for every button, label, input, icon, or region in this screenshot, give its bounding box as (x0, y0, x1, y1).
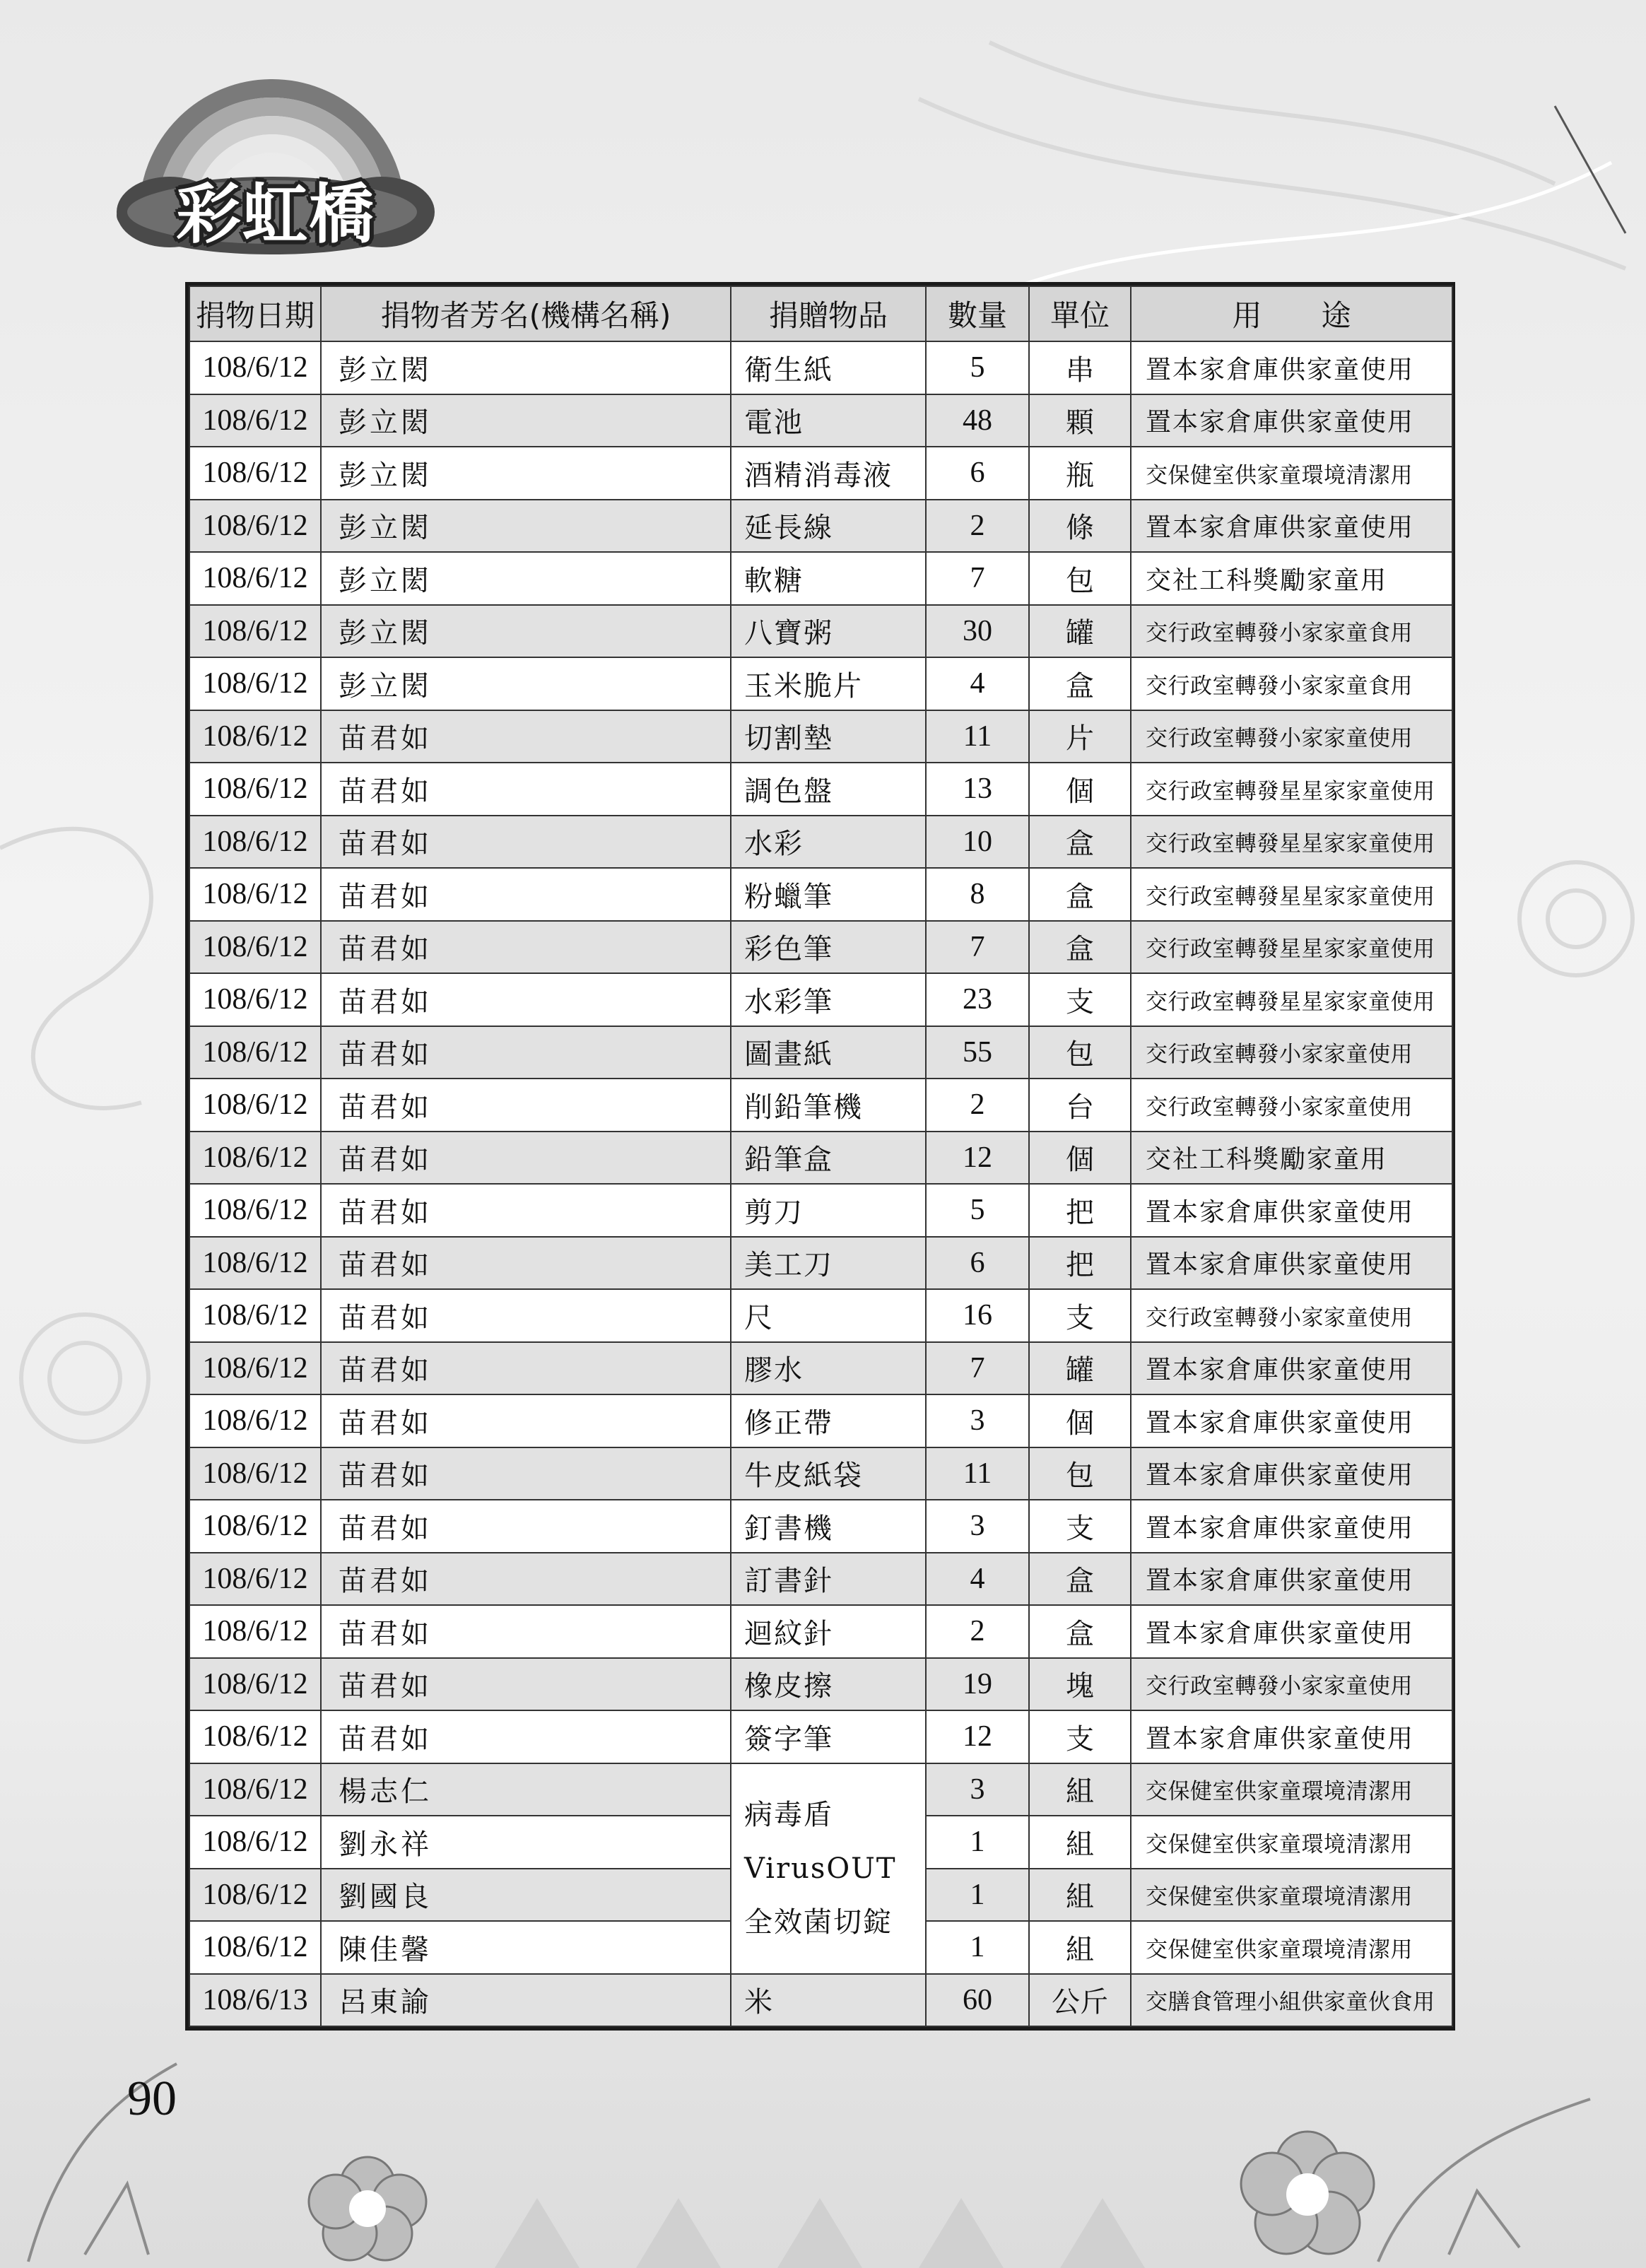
table-row (189, 1394, 1452, 1447)
cell-use: 交社工科獎勵家童用 (1131, 1132, 1452, 1185)
cell-item: 延長線 (731, 500, 926, 553)
header-unit: 單位 (1029, 286, 1131, 341)
cell-unit: 組 (1029, 1921, 1131, 1974)
cell-item: 玉米脆片 (731, 657, 926, 710)
cell-qty: 6 (926, 1237, 1029, 1290)
cell-donor: 楊志仁 (321, 1763, 731, 1816)
cell-unit: 罐 (1029, 605, 1131, 658)
table-row (189, 341, 1452, 394)
cell-use: 置本家倉庫供家童使用 (1131, 394, 1452, 447)
cell-qty: 7 (926, 921, 1029, 974)
cell-qty: 60 (926, 1974, 1029, 2027)
cell-unit: 組 (1029, 1816, 1131, 1869)
cell-date: 108/6/12 (189, 1553, 321, 1606)
cell-item: 水彩筆 (731, 973, 926, 1026)
cell-qty: 10 (926, 816, 1029, 869)
cell-qty: 7 (926, 1342, 1029, 1395)
cell-use: 交行政室轉發小家家童使用 (1131, 1289, 1452, 1342)
cell-unit: 顆 (1029, 394, 1131, 447)
cell-donor: 苗君如 (321, 1289, 731, 1342)
table-header-row (189, 286, 1452, 341)
cell-use: 置本家倉庫供家童使用 (1131, 1553, 1452, 1606)
table-row (189, 1289, 1452, 1342)
cell-qty: 1 (926, 1921, 1029, 1974)
cell-qty: 2 (926, 1605, 1029, 1658)
cell-unit: 盒 (1029, 1553, 1131, 1606)
cell-qty: 55 (926, 1026, 1029, 1079)
cell-qty: 1 (926, 1869, 1029, 1922)
cell-item: 削鉛筆機 (731, 1079, 926, 1132)
cell-qty: 16 (926, 1289, 1029, 1342)
cell-use: 置本家倉庫供家童使用 (1131, 1237, 1452, 1290)
cell-item: 簽字筆 (731, 1710, 926, 1763)
cell-qty: 3 (926, 1394, 1029, 1447)
table-row (189, 1184, 1452, 1237)
cell-donor: 苗君如 (321, 1132, 731, 1185)
header-qty: 數量 (926, 286, 1029, 341)
cell-donor: 苗君如 (321, 1394, 731, 1447)
rainbow-bridge-logo (106, 71, 438, 262)
cell-unit: 條 (1029, 500, 1131, 553)
cell-qty: 12 (926, 1132, 1029, 1185)
cell-unit: 盒 (1029, 657, 1131, 710)
cell-unit: 片 (1029, 710, 1131, 763)
table-row (189, 921, 1452, 974)
cell-item: 軟糖 (731, 552, 926, 605)
cell-item: 膠水 (731, 1342, 926, 1395)
cell-donor: 苗君如 (321, 1026, 731, 1079)
table-row (189, 1974, 1452, 2027)
cell-date: 108/6/12 (189, 1763, 321, 1816)
cell-date: 108/6/12 (189, 1342, 321, 1395)
cell-item: 尺 (731, 1289, 926, 1342)
cell-item-merged (731, 1763, 926, 1974)
cell-unit: 盒 (1029, 1605, 1131, 1658)
cell-unit: 支 (1029, 1289, 1131, 1342)
cell-unit: 盒 (1029, 868, 1131, 921)
cell-date: 108/6/12 (189, 710, 321, 763)
cell-unit: 把 (1029, 1184, 1131, 1237)
cell-use: 置本家倉庫供家童使用 (1131, 1342, 1452, 1395)
cell-qty: 19 (926, 1658, 1029, 1711)
cell-use: 交行政室轉發星星家家童使用 (1131, 763, 1452, 816)
cell-donor: 苗君如 (321, 1184, 731, 1237)
cell-unit: 盒 (1029, 816, 1131, 869)
cell-use: 交社工科獎勵家童用 (1131, 552, 1452, 605)
cell-date: 108/6/12 (189, 1237, 321, 1290)
cell-donor: 苗君如 (321, 921, 731, 974)
cell-qty: 11 (926, 1447, 1029, 1500)
cell-donor: 苗君如 (321, 1079, 731, 1132)
cell-date: 108/6/12 (189, 500, 321, 553)
cell-donor: 苗君如 (321, 1447, 731, 1500)
cell-use: 交行政室轉發星星家家童使用 (1131, 868, 1452, 921)
header-item: 捐贈物品 (731, 286, 926, 341)
cell-use: 置本家倉庫供家童使用 (1131, 500, 1452, 553)
cell-use: 交行政室轉發小家家童使用 (1131, 1026, 1452, 1079)
cell-date: 108/6/12 (189, 1605, 321, 1658)
cell-date: 108/6/12 (189, 1026, 321, 1079)
cell-use: 置本家倉庫供家童使用 (1131, 1605, 1452, 1658)
cell-donor: 苗君如 (321, 1710, 731, 1763)
header-date: 捐物日期 (189, 286, 321, 341)
cell-donor: 呂東諭 (321, 1974, 731, 2027)
cell-donor: 苗君如 (321, 1553, 731, 1606)
cell-date: 108/6/12 (189, 1132, 321, 1185)
cell-use: 置本家倉庫供家童使用 (1131, 1447, 1452, 1500)
table-row (189, 1237, 1452, 1290)
cell-date: 108/6/12 (189, 1710, 321, 1763)
cell-unit: 個 (1029, 763, 1131, 816)
cell-unit: 組 (1029, 1869, 1131, 1922)
cell-date: 108/6/12 (189, 394, 321, 447)
cell-use: 交行政室轉發星星家家童使用 (1131, 921, 1452, 974)
cell-use: 置本家倉庫供家童使用 (1131, 1184, 1452, 1237)
cell-use: 置本家倉庫供家童使用 (1131, 1394, 1452, 1447)
cell-donor: 苗君如 (321, 973, 731, 1026)
cell-item: 鉛筆盒 (731, 1132, 926, 1185)
cell-date: 108/6/12 (189, 1869, 321, 1922)
header-donor: 捐物者芳名(機構名稱) (321, 286, 731, 341)
cell-unit: 罐 (1029, 1342, 1131, 1395)
cell-donor: 苗君如 (321, 868, 731, 921)
cell-use: 置本家倉庫供家童使用 (1131, 341, 1452, 394)
cell-unit: 串 (1029, 341, 1131, 394)
cell-donor: 彭立閎 (321, 447, 731, 500)
cell-item: 酒精消毒液 (731, 447, 926, 500)
cell-donor: 苗君如 (321, 1342, 731, 1395)
cell-use: 交行政室轉發小家家童使用 (1131, 710, 1452, 763)
cell-donor: 苗君如 (321, 1237, 731, 1290)
table-row (189, 1132, 1452, 1185)
cell-date: 108/6/12 (189, 973, 321, 1026)
cell-qty: 23 (926, 973, 1029, 1026)
cell-date: 108/6/12 (189, 1447, 321, 1500)
cell-donor: 彭立閎 (321, 341, 731, 394)
donation-table (185, 282, 1455, 2031)
cell-date: 108/6/12 (189, 921, 321, 974)
cell-qty: 2 (926, 1079, 1029, 1132)
cell-date: 108/6/12 (189, 868, 321, 921)
cell-donor: 苗君如 (321, 710, 731, 763)
cell-unit: 包 (1029, 1026, 1131, 1079)
cell-date: 108/6/12 (189, 1500, 321, 1553)
cell-use: 交保健室供家童環境清潔用 (1131, 447, 1452, 500)
cell-date: 108/6/12 (189, 657, 321, 710)
cell-use: 交行政室轉發小家家童食用 (1131, 605, 1452, 658)
table-row (189, 1710, 1452, 1763)
cell-qty: 5 (926, 1184, 1029, 1237)
cell-qty: 2 (926, 500, 1029, 553)
cell-date: 108/6/12 (189, 605, 321, 658)
cell-item: 彩色筆 (731, 921, 926, 974)
cell-unit: 個 (1029, 1394, 1131, 1447)
cell-donor: 苗君如 (321, 1658, 731, 1711)
cell-item: 剪刀 (731, 1184, 926, 1237)
cell-donor: 劉國良 (321, 1869, 731, 1922)
cell-donor: 劉永祥 (321, 1816, 731, 1869)
cell-donor: 彭立閎 (321, 500, 731, 553)
cell-use: 交行政室轉發星星家家童使用 (1131, 973, 1452, 1026)
table-row (189, 816, 1452, 869)
cell-donor: 苗君如 (321, 763, 731, 816)
cell-unit: 包 (1029, 552, 1131, 605)
cell-item: 修正帶 (731, 1394, 926, 1447)
cell-date: 108/6/12 (189, 816, 321, 869)
cell-qty: 1 (926, 1816, 1029, 1869)
cell-unit: 塊 (1029, 1658, 1131, 1711)
cell-use: 交行政室轉發小家家童食用 (1131, 657, 1452, 710)
cell-unit: 盒 (1029, 921, 1131, 974)
table-row (189, 500, 1452, 553)
table-row (189, 605, 1452, 658)
cell-donor: 苗君如 (321, 1500, 731, 1553)
cell-use: 置本家倉庫供家童使用 (1131, 1500, 1452, 1553)
cell-use: 交保健室供家童環境清潔用 (1131, 1816, 1452, 1869)
cell-use: 交保健室供家童環境清潔用 (1131, 1921, 1452, 1974)
table-row (189, 1079, 1452, 1132)
cell-donor: 彭立閎 (321, 394, 731, 447)
cell-donor: 彭立閎 (321, 657, 731, 710)
cell-use: 交保健室供家童環境清潔用 (1131, 1763, 1452, 1816)
cell-qty: 6 (926, 447, 1029, 500)
cell-item: 水彩 (731, 816, 926, 869)
table-row (189, 1605, 1452, 1658)
cell-donor: 苗君如 (321, 816, 731, 869)
table-row (189, 1500, 1452, 1553)
cell-use: 交保健室供家童環境清潔用 (1131, 1869, 1452, 1922)
cell-donor: 苗君如 (321, 1605, 731, 1658)
cell-date: 108/6/12 (189, 1184, 321, 1237)
cell-unit: 個 (1029, 1132, 1131, 1185)
table-row (189, 1658, 1452, 1711)
cell-qty: 5 (926, 341, 1029, 394)
cell-item: 美工刀 (731, 1237, 926, 1290)
cell-date: 108/6/13 (189, 1974, 321, 2027)
table-row (189, 394, 1452, 447)
cell-use: 置本家倉庫供家童使用 (1131, 1710, 1452, 1763)
cell-item: 釘書機 (731, 1500, 926, 1553)
cell-donor: 彭立閎 (321, 552, 731, 605)
cell-date: 108/6/12 (189, 763, 321, 816)
cell-qty: 13 (926, 763, 1029, 816)
cell-date: 108/6/12 (189, 1079, 321, 1132)
cell-unit: 支 (1029, 1500, 1131, 1553)
floral-decoration (0, 2021, 1646, 2268)
merged-item-line: 病毒盾 (744, 1798, 833, 1831)
cell-unit: 把 (1029, 1237, 1131, 1290)
cell-item: 迴紋針 (731, 1605, 926, 1658)
cell-qty: 4 (926, 657, 1029, 710)
cell-unit: 台 (1029, 1079, 1131, 1132)
cell-qty: 4 (926, 1553, 1029, 1606)
cell-date: 108/6/12 (189, 341, 321, 394)
cell-unit: 瓶 (1029, 447, 1131, 500)
cell-item: 調色盤 (731, 763, 926, 816)
cell-qty: 48 (926, 394, 1029, 447)
cell-item: 衛生紙 (731, 341, 926, 394)
cell-date: 108/6/12 (189, 447, 321, 500)
table-row (189, 552, 1452, 605)
table-row (189, 1026, 1452, 1079)
table-row (189, 1763, 1452, 1816)
cell-date: 108/6/12 (189, 1289, 321, 1342)
cell-qty: 8 (926, 868, 1029, 921)
cell-item: 電池 (731, 394, 926, 447)
table-row (189, 973, 1452, 1026)
cell-date: 108/6/12 (189, 1658, 321, 1711)
cell-use: 交行政室轉發小家家童使用 (1131, 1658, 1452, 1711)
cell-unit: 組 (1029, 1763, 1131, 1816)
table-row (189, 657, 1452, 710)
cell-unit: 包 (1029, 1447, 1131, 1500)
cell-date: 108/6/12 (189, 1394, 321, 1447)
cell-use: 交膳食管理小組供家童伙食用 (1131, 1974, 1452, 2027)
cell-date: 108/6/12 (189, 1921, 321, 1974)
table-row (189, 763, 1452, 816)
cell-date: 108/6/12 (189, 552, 321, 605)
table-row (189, 1447, 1452, 1500)
cell-item: 粉蠟筆 (731, 868, 926, 921)
cell-item: 圖畫紙 (731, 1026, 926, 1079)
cell-unit: 公斤 (1029, 1974, 1131, 2027)
merged-item-line: 全效菌切錠 (744, 1905, 893, 1939)
cell-donor: 陳佳馨 (321, 1921, 731, 1974)
cell-date: 108/6/12 (189, 1816, 321, 1869)
cell-item: 米 (731, 1974, 926, 2027)
cell-unit: 支 (1029, 973, 1131, 1026)
cell-item: 八寶粥 (731, 605, 926, 658)
cell-use: 交行政室轉發星星家家童使用 (1131, 816, 1452, 869)
cell-qty: 3 (926, 1763, 1029, 1816)
donation-table-grid (189, 286, 1453, 2027)
cell-item: 橡皮擦 (731, 1658, 926, 1711)
cell-qty: 12 (926, 1710, 1029, 1763)
cell-qty: 3 (926, 1500, 1029, 1553)
cell-donor: 彭立閎 (321, 605, 731, 658)
table-row (189, 447, 1452, 500)
cell-item: 牛皮紙袋 (731, 1447, 926, 1500)
merged-item-line: VirusOUT (744, 1852, 897, 1885)
table-row (189, 1342, 1452, 1395)
cell-item: 訂書針 (731, 1553, 926, 1606)
header-use: 用 途 (1131, 286, 1452, 341)
cell-qty: 7 (926, 552, 1029, 605)
cell-unit: 支 (1029, 1710, 1131, 1763)
logo-text: 彩虹橋 (175, 177, 375, 252)
table-row (189, 1553, 1452, 1606)
cell-qty: 30 (926, 605, 1029, 658)
table-row (189, 868, 1452, 921)
table-row (189, 710, 1452, 763)
page-number: 90 (127, 2072, 177, 2126)
cell-use: 交行政室轉發小家家童使用 (1131, 1079, 1452, 1132)
cell-item: 切割墊 (731, 710, 926, 763)
cell-qty: 11 (926, 710, 1029, 763)
